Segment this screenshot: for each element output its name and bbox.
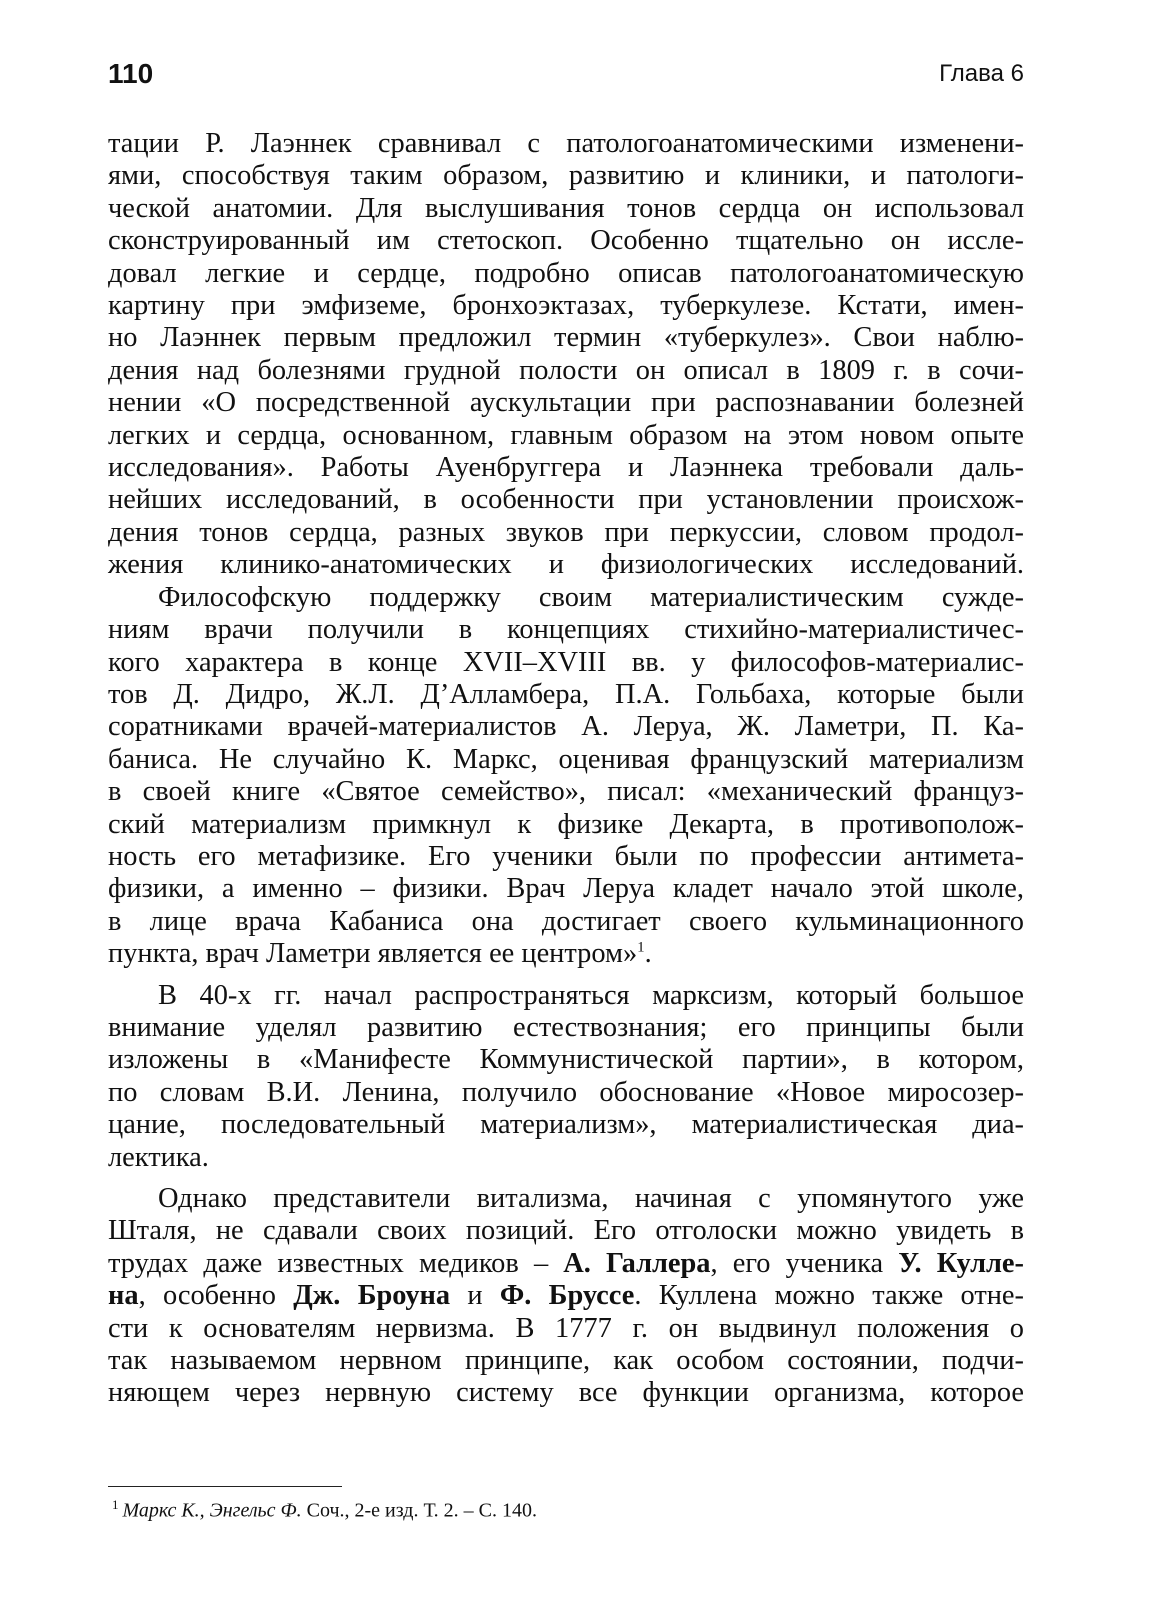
text-line: в лице врача Кабаниса она достигает своего кульминационного <box>108 905 1024 937</box>
text-line: цание, последовательный материализм», материалистическая диа- <box>108 1109 1024 1141</box>
name-bold: на <box>108 1280 139 1312</box>
text-line: картину при эмфиземе, бронхоэктазах, туберкулезе. Кстати, имен- <box>108 290 1024 322</box>
text-line: В 40-х гг. начал распространяться марксизм, который большое <box>158 979 1024 1011</box>
text-line: довал легкие и сердце, подробно описав патологоанатомическую <box>108 257 1024 289</box>
text-line: жения клинико-анатомических и физиологических исследований. <box>108 549 1024 581</box>
text-fragment: , его ученика <box>710 1247 899 1279</box>
text-line: так называемом нервном принципе, как особом состоянии, подчи- <box>108 1345 1024 1377</box>
text-line: тов Д. Дидро, Ж.Л. Д’Алламбера, П.А. Гольбаха, которые были <box>108 678 1024 710</box>
text-line: легких и сердца, основанном, главным образом на этом новом опыте <box>108 419 1024 451</box>
text-fragment: , особенно <box>138 1280 294 1312</box>
text-line: кого характера в конце XVII–XVIII вв. у философов-материалис- <box>108 646 1024 678</box>
text-line: нении «О посредственной аускультации при распознавании болезней <box>108 387 1024 419</box>
name-bold: Ф. Бруссе <box>499 1280 635 1312</box>
text-line: дения над болезнями грудной полости он описал в 1809 г. в сочи- <box>108 354 1024 386</box>
footnote-mark: 1 <box>112 1497 119 1512</box>
footnote-divider <box>108 1486 342 1487</box>
text-line: няющем через нервную систему все функции организма, которое <box>108 1377 1024 1409</box>
text-line: ность его метафизике. Его ученики были по профессии антимета- <box>108 840 1024 872</box>
text-line: по словам В.И. Ленина, получило обоснование «Новое миросозер- <box>108 1076 1024 1108</box>
paragraph-2 <box>108 582 1024 971</box>
body-text <box>108 128 1024 1410</box>
text-line <box>108 1248 1024 1280</box>
page-header <box>108 58 1024 98</box>
text-line: ский материализм примкнул к физике Декарта, в противополож- <box>108 808 1024 840</box>
text-fragment: трудах даже известных медиков – <box>108 1247 564 1279</box>
text-line: внимание уделял развитию естествознания; его принципы были <box>108 1011 1024 1043</box>
text-line: ческой анатомии. Для выслушивания тонов сердца он использовал <box>108 192 1024 224</box>
footnote-source: Соч., 2-е изд. Т. 2. – С. 140. <box>301 1499 538 1522</box>
paragraph-4 <box>108 1183 1024 1410</box>
text-line <box>108 1280 1024 1312</box>
text-line: тации Р. Лаэннек сравнивал с патологоанатомическими изменени- <box>108 128 1024 159</box>
text-line: лектика. <box>108 1141 209 1173</box>
name-bold: У. Кулле- <box>898 1247 1024 1279</box>
text-line: ниям врачи получили в концепциях стихийно-материалистичес- <box>108 614 1024 646</box>
text-line: исследования». Работы Ауенбруггера и Лаэннека требовали даль- <box>108 452 1024 484</box>
text-line <box>108 938 1024 970</box>
text-line: физики, а именно – физики. Врач Леруа кладет начало этой школе, <box>108 873 1024 905</box>
text-fragment: . <box>644 938 652 970</box>
text-line: баниса. Не случайно К. Маркс, оценивая французский материализм <box>108 743 1024 775</box>
running-head-chapter: Глава 6 <box>939 60 1024 87</box>
text-fragment: пункта, врач Ламетри является ее центром» <box>108 938 638 970</box>
paragraph-3 <box>108 980 1024 1174</box>
paragraph-1 <box>108 128 1024 582</box>
text-line: нейших исследований, в особенности при установлении происхож- <box>108 484 1024 516</box>
text-line: ями, способствуя таким образом, развитию и клиники, и патологи- <box>108 160 1024 192</box>
name-bold: Дж. Броуна <box>293 1280 451 1312</box>
text-line: сти к основателям нервизма. В 1777 г. он выдвинул положения о <box>108 1312 1024 1344</box>
text-line: дения тонов сердца, разных звуков при перкуссии, словом продол- <box>108 516 1024 548</box>
footnote <box>112 1497 537 1523</box>
name-bold: А. Галлера <box>563 1247 711 1279</box>
text-line: сконструированный им стетоскоп. Особенно тщательно он иссле- <box>108 225 1024 257</box>
text-line: изложены в «Манифесте Коммунистической партии», в котором, <box>108 1044 1024 1076</box>
footnote-authors: Маркс К., Энгельс Ф. <box>122 1499 302 1522</box>
text-line: Однако представители витализма, начиная с упомянутого уже <box>158 1183 1024 1214</box>
text-line: в своей книге «Святое семейство», писал: «механический француз- <box>108 776 1024 808</box>
footnote-reference: 1 <box>637 939 645 956</box>
text-fragment: . Куллена можно также отне- <box>634 1280 1024 1312</box>
text-line: Философскую поддержку своим материалистическим сужде- <box>158 581 1024 613</box>
text-line: соратниками врачей-материалистов А. Леруа, Ж. Ламетри, П. Ка- <box>108 711 1024 743</box>
text-line: Шталя, не сдавали своих позиций. Его отголоски можно увидеть в <box>108 1215 1024 1247</box>
text-fragment: и <box>450 1280 500 1312</box>
page-number: 110 <box>108 58 154 89</box>
text-line: но Лаэннек первым предложил термин «туберкулез». Свои наблю- <box>108 322 1024 354</box>
